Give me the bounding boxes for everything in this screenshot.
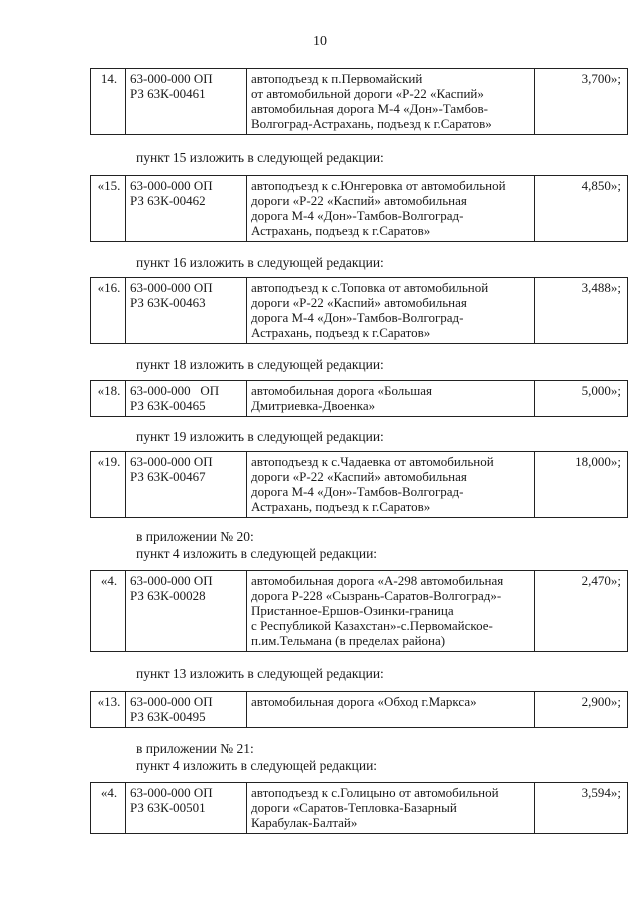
- instruction-text: пункт 16 изложить в следующей редакции:: [136, 255, 384, 270]
- road-description: автомобильная дорога «А-298 автомобильная дорога Р-228 «Сызрань-Саратов-Волгоград»- Пристанное-Ершов-Озинки-граница с Республикой Казахстан»-с.Первомайское- п.им.Тельмана (в пределах района): [247, 571, 535, 652]
- appendix-heading: в приложении № 21:: [136, 741, 254, 756]
- instruction-text: пункт 4 изложить в следующей редакции:: [136, 546, 378, 561]
- item-number: «4.: [91, 571, 126, 652]
- road-length: 5,000»;: [535, 381, 628, 417]
- table-row-16: [90, 277, 628, 344]
- item-number: «18.: [91, 381, 126, 417]
- road-code: 63-000-000 ОП РЗ 63К-00463: [126, 278, 247, 344]
- item-number: «4.: [91, 783, 126, 834]
- road-description: автоподъезд к с.Юнгеровка от автомобильной дороги «Р-22 «Каспий» автомобильная дорога М-4 «Дон»-Тамбов-Волгоград- Астрахань, подъезд к г.Саратов»: [247, 176, 535, 242]
- item-number: «19.: [91, 452, 126, 518]
- road-description: автомобильная дорога «Большая Дмитриевка-Двоенка»: [247, 381, 535, 417]
- table-row-app20-13: [90, 691, 628, 728]
- item-number: 14.: [91, 69, 126, 135]
- road-length: 3,700»;: [535, 69, 628, 135]
- road-code: 63-000-000 ОП РЗ 63К-00028: [126, 571, 247, 652]
- item-number: «15.: [91, 176, 126, 242]
- road-code: 63-000-000 ОП РЗ 63К-00495: [126, 692, 247, 728]
- road-description: автомобильная дорога «Обход г.Маркса»: [247, 692, 535, 728]
- instruction-text: пункт 19 изложить в следующей редакции:: [136, 429, 384, 444]
- road-length: 3,594»;: [535, 783, 628, 834]
- road-description: автоподъезд к с.Топовка от автомобильной дороги «Р-22 «Каспий» автомобильная дорога М-4 «Дон»-Тамбов-Волгоград- Астрахань, подъезд к г.Саратов»: [247, 278, 535, 344]
- road-length: 4,850»;: [535, 176, 628, 242]
- table-row-app20-4: [90, 570, 628, 652]
- road-length: 18,000»;: [535, 452, 628, 518]
- appendix-heading: в приложении № 20:: [136, 529, 254, 544]
- road-description: автоподъезд к с.Голицыно от автомобильной дороги «Саратов-Тепловка-Базарный Карабулак-Балтай»: [247, 783, 535, 834]
- road-length: 3,488»;: [535, 278, 628, 344]
- road-length: 2,900»;: [535, 692, 628, 728]
- road-code: 63-000-000 ОП РЗ 63К-00465: [126, 381, 247, 417]
- instruction-text: пункт 18 изложить в следующей редакции:: [136, 357, 384, 372]
- road-code: 63-000-000 ОП РЗ 63К-00467: [126, 452, 247, 518]
- instruction-text: пункт 13 изложить в следующей редакции:: [136, 666, 384, 681]
- table-row-app21-4: [90, 782, 628, 834]
- road-description: автоподъезд к с.Чадаевка от автомобильной дороги «Р-22 «Каспий» автомобильная дорога М-4 «Дон»-Тамбов-Волгоград- Астрахань, подъезд к г.Саратов»: [247, 452, 535, 518]
- instruction-text: пункт 15 изложить в следующей редакции:: [136, 150, 384, 165]
- table-row-18: [90, 380, 628, 417]
- item-number: «16.: [91, 278, 126, 344]
- road-code: 63-000-000 ОП РЗ 63К-00501: [126, 783, 247, 834]
- page-number: 10: [313, 34, 327, 49]
- road-code: 63-000-000 ОП РЗ 63К-00461: [126, 69, 247, 135]
- instruction-text: пункт 4 изложить в следующей редакции:: [136, 758, 378, 773]
- item-number: «13.: [91, 692, 126, 728]
- table-row-14: [90, 68, 628, 135]
- table-row-15: [90, 175, 628, 242]
- road-description: автоподъезд к п.Первомайский от автомобильной дороги «Р-22 «Каспий» автомобильная дорога М-4 «Дон»-Тамбов- Волгоград-Астрахань, подъезд к г.Саратов»: [247, 69, 535, 135]
- road-code: 63-000-000 ОП РЗ 63К-00462: [126, 176, 247, 242]
- road-length: 2,470»;: [535, 571, 628, 652]
- table-row-19: [90, 451, 628, 518]
